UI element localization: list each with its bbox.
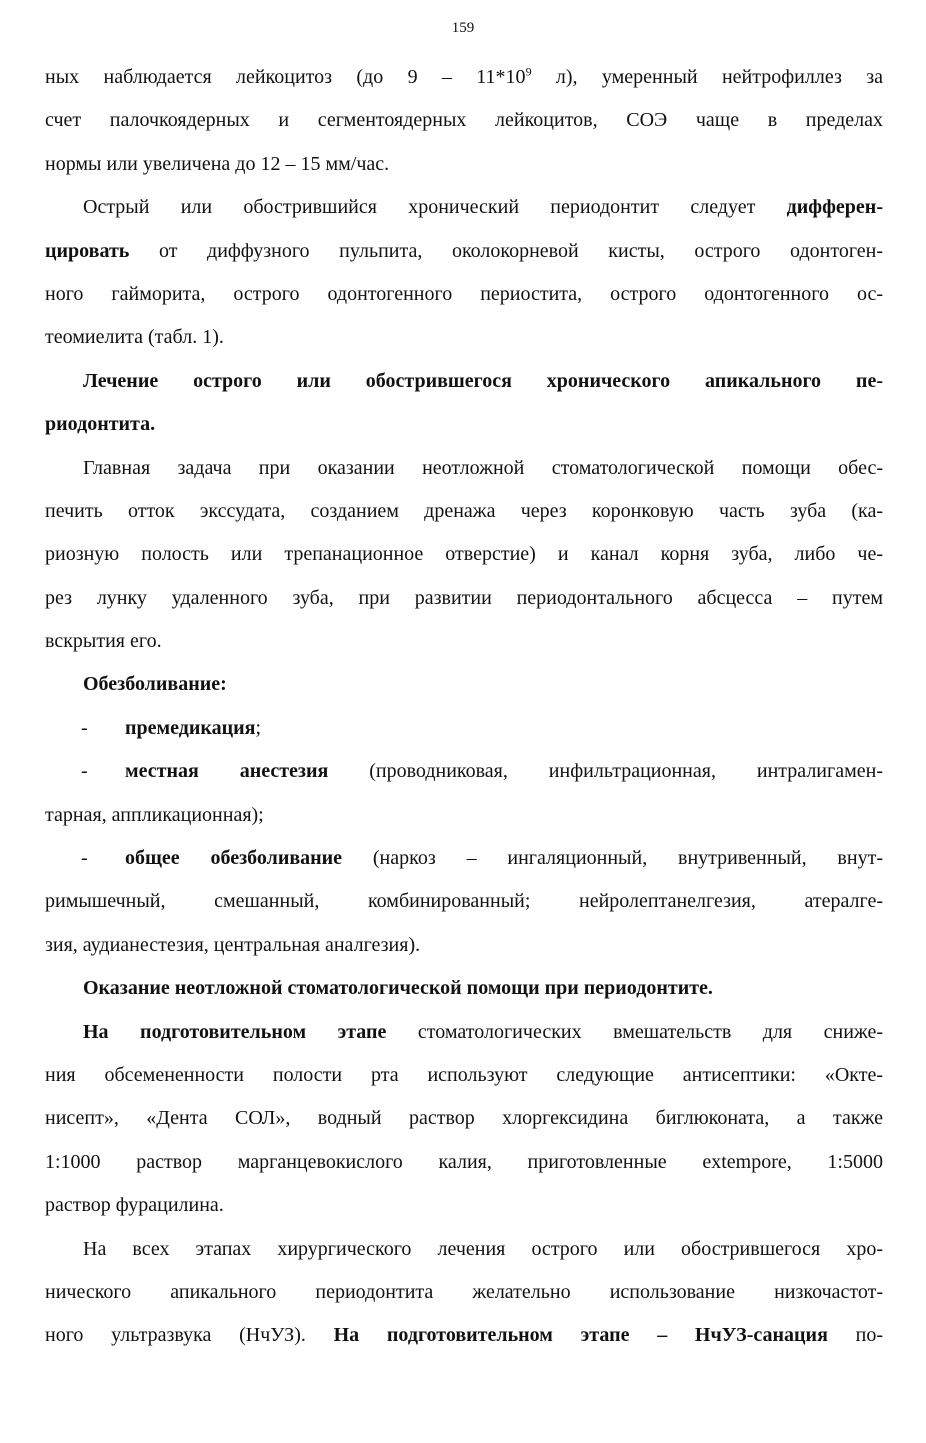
paragraph-line: рез лунку удаленного зуба, при развитии периодонтального абсцесса – путем	[45, 586, 883, 609]
list-item: - местная анестезия (проводниковая, инфильтрационная, интралигамен-	[81, 760, 883, 783]
paragraph-line: Острый или обострившийся хронический периодонтит следует дифферен-	[83, 196, 883, 219]
paragraph-line: Главная задача при оказании неотложной стоматологической помощи обес-	[83, 456, 883, 479]
paragraph-line: нического апикального периодонтита желательно использование низкочастот-	[45, 1280, 883, 1303]
paragraph-line: печить отток экссудата, созданием дренажа через коронковую часть зуба (ка-	[45, 499, 883, 522]
paragraph-line: нисепт», «Дента СОЛ», водный раствор хлоргексидина биглюконата, а также	[45, 1107, 883, 1130]
paragraph-line: ния обсемененности полости рта используют следующие антисептики: «Окте-	[45, 1063, 883, 1086]
body-text	[45, 56, 883, 1358]
list-item-continuation: зия, аудианестезия, центральная аналгезия).	[45, 933, 421, 956]
paragraph-line: риозную полость или трепанационное отверстие) и канал корня зуба, либо че-	[45, 543, 883, 566]
paragraph-line: ных наблюдается лейкоцитоз (до $9 - 11*10^9$ л), умеренный нейтрофиллез за	[45, 64, 883, 88]
paragraph-line: нормы или увеличена до 12 – 15 мм/час.	[45, 152, 390, 175]
paragraph-line: На подготовительном этапе стоматологических вмешательств для сниже-	[83, 1020, 883, 1043]
section-heading: риодонтита.	[45, 413, 156, 436]
section-heading: Лечение острого или обострившегося хронического апикального пе-	[83, 369, 883, 392]
list-item-continuation: тарная, аппликационная);	[45, 803, 264, 826]
list-item-continuation: римышечный, смешанный, комбинированный; нейролептанелгезия, атералге-	[45, 890, 883, 913]
paragraph-line: вскрытия его.	[45, 630, 162, 653]
paragraph-line: ного гайморита, острого одонтогенного периостита, острого одонтогенного ос-	[45, 282, 883, 305]
paragraph-line: счет палочкоядерных и сегментоядерных лейкоцитов, СОЭ чаще в пределах	[45, 109, 883, 132]
paragraph-line: На всех этапах хирургического лечения острого или обострившегося хро-	[83, 1237, 883, 1260]
paragraph-line: раствор фурацилина.	[45, 1194, 224, 1217]
page-number: 159	[451, 20, 475, 36]
paragraph-line: 1:1000 раствор марганцевокислого калия, приготовленные extempore, 1:5000	[45, 1150, 883, 1173]
list-item: - премедикация;	[81, 716, 262, 739]
paragraph-line: цировать от диффузного пульпита, околокорневой кисты, острого одонтоген-	[45, 239, 883, 262]
list-item: - общее обезболивание (наркоз – ингаляционный, внутривенный, внут-	[81, 847, 883, 870]
paragraph-line: теомиелита (табл. 1).	[45, 326, 224, 349]
list-heading: Обезболивание:	[83, 673, 227, 696]
paragraph-line: ного ультразвука (НчУЗ). На подготовительном этапе – НчУЗ-санация по-	[45, 1324, 883, 1347]
section-heading: Оказание неотложной стоматологической помощи при периодонтите.	[83, 977, 713, 1000]
